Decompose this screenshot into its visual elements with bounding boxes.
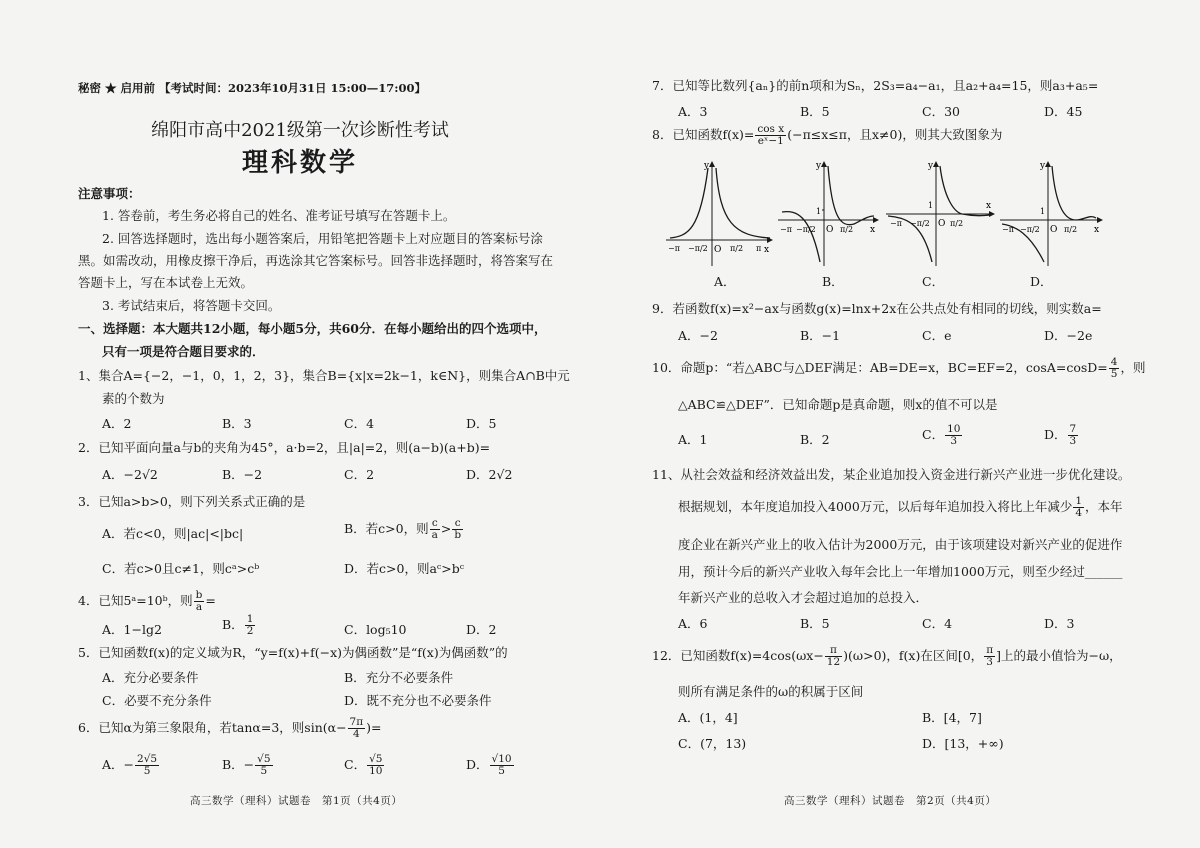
graph-label: y bbox=[1040, 161, 1046, 171]
fraction-num: 4 bbox=[1110, 356, 1118, 368]
graph-label: −π/2 bbox=[910, 219, 930, 228]
q3-option-d[interactable]: D．若c>0，则aᶜ>bᶜ bbox=[344, 561, 465, 576]
graph-label: 1 bbox=[816, 207, 822, 216]
question-11-line-text: ，本年 bbox=[1085, 499, 1123, 514]
q6-option-d[interactable] bbox=[466, 754, 515, 777]
q9-option-c[interactable]: C．e bbox=[922, 328, 952, 343]
q10-option-d-label: D． bbox=[1044, 427, 1067, 442]
fraction bbox=[348, 717, 366, 740]
graph-c[interactable] bbox=[886, 161, 994, 266]
fraction-den: 12 bbox=[826, 656, 841, 668]
fraction-den: eˣ−1 bbox=[757, 135, 784, 147]
fraction-den: 4 bbox=[1075, 507, 1083, 519]
fraction bbox=[430, 518, 440, 541]
fraction-num: 1 bbox=[246, 613, 254, 625]
fraction-num: b bbox=[195, 589, 203, 601]
q10-option-c[interactable] bbox=[922, 424, 963, 447]
q6-option-a-label: A．− bbox=[102, 757, 135, 772]
question-11-line: 年新兴产业的总收入才会超过追加的总投入． bbox=[678, 590, 929, 605]
q7-option-c[interactable]: C．30 bbox=[922, 104, 960, 119]
q3-option-b-label: B．若c>0，则 bbox=[344, 521, 429, 536]
fraction-den: a bbox=[431, 529, 438, 541]
question-7-stem: 7．已知等比数列{aₙ}的前n项和为Sₙ，2S₃=a₄−a₁，且a₂+a₄=15，则a₃+a₅= bbox=[652, 78, 1099, 93]
q5-option-d[interactable]: D．既不充分也不必要条件 bbox=[344, 693, 492, 708]
page-footer: 高三数学（理科）试题卷 第1页（共4页） bbox=[190, 795, 403, 807]
q12-option-c[interactable]: C．(7，13) bbox=[678, 736, 747, 751]
fraction bbox=[245, 614, 256, 637]
q10-option-b[interactable]: B．2 bbox=[800, 432, 830, 447]
fraction bbox=[984, 645, 995, 668]
q12-option-d[interactable]: D．[13，+∞) bbox=[922, 736, 1004, 751]
fraction bbox=[135, 754, 159, 777]
fraction-num: c bbox=[430, 518, 440, 530]
q5-option-b[interactable]: B．充分不必要条件 bbox=[344, 670, 454, 685]
graph-label: 1 bbox=[928, 201, 934, 210]
q1-option-c[interactable]: C．4 bbox=[344, 416, 375, 431]
q9-option-a[interactable]: A．−2 bbox=[678, 328, 718, 343]
fraction-num: π bbox=[986, 644, 994, 656]
question-8-stem-end: (−π≤x≤π，且x≠0)，则其大致图象为 bbox=[787, 127, 1003, 142]
q6-option-c-label: C． bbox=[344, 757, 367, 772]
fraction bbox=[945, 424, 962, 447]
graph-label: x bbox=[986, 201, 992, 211]
graph-label: O bbox=[1050, 225, 1058, 235]
graph-label: y bbox=[704, 161, 710, 171]
fraction-num: 2√5 bbox=[137, 753, 158, 765]
fraction-den: 2 bbox=[246, 625, 254, 637]
q7-option-b[interactable]: B．5 bbox=[800, 104, 830, 119]
question-6-stem-text: 6．已知α为第三象限角，若tanα=3，则sin(α− bbox=[78, 720, 347, 735]
q6-option-c[interactable] bbox=[344, 754, 385, 777]
notice-line: 黑。如需改动，用橡皮擦干净后，再选涂其它答案标号。回答非选择题时，将答案写在 bbox=[78, 253, 554, 268]
graph-label: x bbox=[764, 245, 770, 255]
q6-option-b[interactable] bbox=[222, 754, 274, 777]
question-11-line: 11、从社会效益和经济效益出发，某企业追加投入资金进行新兴产业进一步优化建设。 bbox=[652, 467, 1131, 482]
question-10-stem bbox=[652, 357, 1145, 380]
q10-option-a[interactable]: A．1 bbox=[678, 432, 708, 447]
fraction-num: π bbox=[825, 645, 842, 657]
fraction-num: √10 bbox=[491, 753, 512, 765]
question-12-stem-mid: )(ω>0)，f(x)在区间[0， bbox=[843, 648, 984, 663]
fraction-den: 4 bbox=[353, 728, 360, 740]
graph-label: O bbox=[938, 219, 946, 229]
q12-option-b[interactable]: B．[4，7] bbox=[922, 710, 982, 725]
notice-title: 注意事项： bbox=[78, 186, 141, 201]
notice-line: 1. 答卷前，考生务必将自己的姓名、准考证号填写在答题卡上。 bbox=[102, 208, 456, 223]
fraction-den: 3 bbox=[950, 435, 958, 447]
q11-option-b[interactable]: B．5 bbox=[800, 616, 830, 631]
q6-option-b-label: B．− bbox=[222, 757, 255, 772]
q11-option-d[interactable]: D．3 bbox=[1044, 616, 1075, 631]
graph-label: O bbox=[714, 245, 722, 255]
question-11-line bbox=[678, 496, 1123, 519]
q2-option-c[interactable]: C．2 bbox=[344, 467, 375, 482]
fraction-den: 10 bbox=[369, 765, 383, 777]
question-4-stem bbox=[78, 590, 216, 613]
q6-option-d-label: D． bbox=[466, 757, 489, 772]
fraction-num: 1 bbox=[1075, 495, 1083, 507]
fraction-den: a bbox=[195, 601, 203, 613]
fraction bbox=[1109, 357, 1120, 380]
question-4-stem-end: = bbox=[205, 593, 216, 608]
q7-option-a[interactable]: A．3 bbox=[678, 104, 708, 119]
notice-line: 2. 回答选择题时，选出每小题答案后，用铅笔把答题卡上对应题目的答案标号涂 bbox=[102, 231, 543, 246]
confidential-header: 秘密 ★ 启用前 【考试时间：2023年10月31日 15:00—17:00】 bbox=[78, 81, 427, 95]
fraction-den: 3 bbox=[986, 656, 993, 668]
subject-title: 理科数学 bbox=[241, 148, 358, 178]
q1-option-b[interactable]: B．3 bbox=[222, 416, 252, 431]
exam-title: 绵阳市高中2021级第一次诊断性考试 bbox=[151, 120, 449, 141]
fraction bbox=[755, 124, 786, 147]
q10-option-d[interactable] bbox=[1044, 424, 1079, 447]
question-12-stem-cont: 则所有满足条件的ω的积属于区间 bbox=[678, 684, 864, 699]
section-heading: 一、选择题：本大题共12小题，每小题5分，共60分．在每小题给出的四个选项中， bbox=[78, 321, 547, 336]
q8-graphs bbox=[664, 158, 1104, 270]
fraction-den: 3 bbox=[1069, 435, 1077, 447]
fraction-num: cos x bbox=[757, 123, 785, 135]
q11-option-a[interactable]: A．6 bbox=[678, 616, 708, 631]
question-11-line: 用，预计今后的新兴产业收入每年会比上一年增加1000万元，则至少经过______ bbox=[678, 564, 1123, 579]
fraction bbox=[255, 754, 272, 777]
fraction-den: 5 bbox=[143, 765, 151, 777]
question-2-stem: 2．已知平面向量a与b的夹角为45°，a·b=2，且|a|=2，则(a−b)(a+b)= bbox=[78, 440, 491, 455]
q11-option-c[interactable]: C．4 bbox=[922, 616, 953, 631]
q1-option-d[interactable]: D．5 bbox=[466, 416, 497, 431]
question-12-stem-end: ]上的最小值恰为−ω， bbox=[996, 648, 1122, 663]
fraction bbox=[825, 645, 842, 668]
graph-label: π/2 bbox=[950, 219, 964, 228]
q12-option-a[interactable]: A．(1，4] bbox=[678, 710, 738, 725]
question-10-stem-text: 10．命题p：“若△ABC与△DEF满足：AB=DE=x，BC=EF=2，cosA=cosD= bbox=[652, 360, 1108, 375]
page-footer: 高三数学（理科）试题卷 第2页（共4页） bbox=[784, 795, 997, 807]
q9-option-d[interactable]: D．−2e bbox=[1044, 328, 1093, 343]
question-10-stem-end: ，则 bbox=[1120, 360, 1146, 375]
fraction-num: c bbox=[452, 518, 463, 530]
graph-label: x bbox=[1094, 225, 1100, 235]
graph-label: −π/2 bbox=[796, 225, 816, 234]
question-4-stem-text: 4．已知5ᵃ=10ᵇ，则 bbox=[78, 593, 193, 608]
q5-option-c[interactable]: C．必要不充分条件 bbox=[102, 693, 212, 708]
fraction-den: b bbox=[454, 529, 462, 541]
graph-label: −π bbox=[668, 244, 680, 253]
graph-label: π/2 bbox=[730, 244, 744, 253]
question-11-line: 度企业在新兴产业上的收入估计为2000万元，由于该项建设对新兴产业的促进作 bbox=[678, 537, 1123, 552]
fraction-num: 10 bbox=[947, 423, 961, 435]
graph-label: −π bbox=[1002, 225, 1014, 234]
question-1-stem: 1、集合A={−2，−1，0，1，2，3}，集合B={x|x=2k−1，k∈N}，则集合A∩B中元 bbox=[78, 368, 570, 383]
question-12-stem bbox=[652, 645, 1122, 668]
fraction bbox=[490, 754, 514, 777]
question-3-stem: 3．已知a>b>0，则下列关系式正确的是 bbox=[78, 494, 306, 509]
notice-line: 3. 考试结束后，将答题卡交回。 bbox=[102, 298, 281, 313]
q4-option-b-label: B． bbox=[222, 617, 244, 632]
q8-option-a[interactable]: A． bbox=[714, 274, 736, 289]
question-6-stem bbox=[78, 717, 382, 740]
fraction-num: √5 bbox=[369, 753, 383, 765]
q7-option-d[interactable]: D．45 bbox=[1044, 104, 1083, 119]
section-heading-cont: 只有一项是符合题目要求的． bbox=[102, 344, 265, 359]
fraction-den: 5 bbox=[1110, 368, 1118, 380]
question-5-stem: 5．已知函数f(x)的定义域为R，“y=f(x)+f(−x)为偶函数”是“f(x)为偶函数”的 bbox=[78, 645, 508, 660]
q4-option-d[interactable]: D．2 bbox=[466, 622, 497, 637]
question-11-line-text: 根据规划，本年度追加投入4000万元，以后每年追加投入将比上年减少 bbox=[678, 499, 1073, 514]
q8-option-b[interactable]: B． bbox=[822, 274, 844, 289]
q4-option-a[interactable]: A．1−lg2 bbox=[102, 622, 162, 637]
graph-label: −π/2 bbox=[688, 244, 708, 253]
q1-option-a[interactable]: A．2 bbox=[102, 416, 132, 431]
q8-option-c[interactable]: C． bbox=[922, 274, 945, 289]
q3-option-a[interactable]: A．若c<0，则|ac|<|bc| bbox=[102, 526, 244, 541]
fraction-den: 5 bbox=[260, 765, 268, 777]
fraction bbox=[1073, 496, 1084, 519]
fraction-num: √5 bbox=[257, 753, 271, 765]
q4-option-b[interactable] bbox=[222, 614, 256, 637]
graph-label: π/2 bbox=[1064, 225, 1078, 234]
graph-label: −π bbox=[780, 225, 792, 234]
fraction-num: 7π bbox=[349, 716, 364, 728]
question-8-stem-text: 8．已知函数f(x)= bbox=[652, 127, 755, 142]
graph-label: π/2 bbox=[840, 225, 854, 234]
q3-option-b[interactable]: B．若c>0，则 $\frac{c}{a}$ > $\frac{c}{b}$ bbox=[344, 517, 462, 541]
question-1-stem-cont: 素的个数为 bbox=[102, 391, 165, 406]
question-10-stem-cont: △ABC≌△DEF”．已知命题p是真命题，则x的值不可以是 bbox=[678, 397, 998, 412]
q10-option-c-label: C． bbox=[922, 427, 945, 442]
question-12-stem-text: 12．已知函数f(x)=4cos(ωx− bbox=[652, 648, 824, 663]
graph-label: π bbox=[756, 244, 762, 253]
q2-option-d[interactable]: D．2√2 bbox=[466, 467, 513, 482]
question-6-stem-end: )= bbox=[366, 720, 382, 735]
q4-option-c[interactable]: C．log₅10 bbox=[344, 622, 407, 637]
graph-a[interactable] bbox=[666, 161, 772, 266]
q3-option-c[interactable]: C．若c>0且c≠1，则cᵃ>cᵇ bbox=[102, 561, 260, 576]
graph-label: x bbox=[870, 225, 876, 235]
question-9-stem: 9．若函数f(x)=x²−ax与函数g(x)=lnx+2x在公共点处有相同的切线，则实数a= bbox=[652, 301, 1102, 316]
fraction-num: 7 bbox=[1069, 423, 1077, 435]
notice-line: 答题卡上，写在本试卷上无效。 bbox=[78, 275, 254, 290]
graph-label: y bbox=[928, 161, 934, 171]
q2-option-a[interactable]: A．−2√2 bbox=[102, 467, 158, 482]
fraction bbox=[194, 590, 205, 613]
graph-label: 1 bbox=[1040, 207, 1046, 216]
q9-option-b[interactable]: B．−1 bbox=[800, 328, 841, 343]
graph-label: O bbox=[826, 225, 834, 235]
graph-label: −π bbox=[890, 219, 902, 228]
graph-d[interactable] bbox=[1000, 161, 1102, 266]
graph-label: −π/2 bbox=[1020, 225, 1040, 234]
q2-option-b[interactable]: B．−2 bbox=[222, 467, 263, 482]
q8-option-d[interactable]: D． bbox=[1030, 274, 1053, 289]
q5-option-a[interactable]: A．充分必要条件 bbox=[102, 670, 199, 685]
q6-option-a[interactable] bbox=[102, 754, 160, 777]
fraction-den: 5 bbox=[498, 765, 505, 777]
graph-label: y bbox=[816, 161, 822, 171]
fraction bbox=[367, 754, 384, 777]
fraction bbox=[452, 518, 463, 541]
question-8-stem bbox=[652, 124, 1002, 147]
graph-b[interactable] bbox=[778, 161, 878, 266]
exam-page-2 bbox=[600, 0, 1200, 848]
fraction bbox=[1068, 424, 1079, 447]
